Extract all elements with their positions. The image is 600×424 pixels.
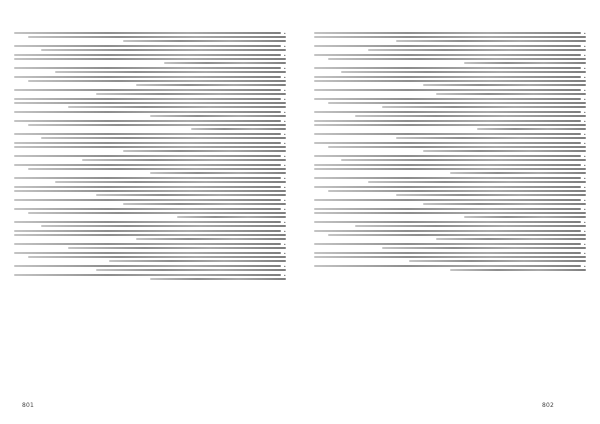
text-line	[14, 32, 281, 34]
paragraph	[14, 32, 286, 42]
text-line	[14, 45, 281, 47]
text-line	[28, 124, 286, 126]
bullet-marker: •	[583, 198, 586, 203]
text-line	[314, 54, 581, 56]
paragraph	[14, 67, 286, 73]
bullet-marker: •	[283, 154, 286, 159]
bullet-marker: •	[283, 264, 286, 269]
text-line	[314, 120, 581, 122]
paragraph	[314, 230, 586, 240]
text-line	[314, 133, 581, 135]
bullet-marker: •	[283, 185, 286, 190]
bullet-marker: •	[583, 119, 586, 124]
paragraph	[314, 186, 586, 196]
bullet-marker: •	[583, 176, 586, 181]
paragraph	[314, 265, 586, 271]
text-line	[314, 168, 586, 170]
text-line	[14, 58, 286, 60]
text-line	[14, 155, 281, 157]
paragraph	[14, 252, 286, 262]
bullet-marker: •	[583, 185, 586, 190]
text-line	[14, 54, 281, 56]
text-line	[28, 80, 286, 82]
paragraph	[314, 208, 586, 218]
text-line	[314, 76, 581, 78]
paragraph	[14, 243, 286, 249]
text-line	[314, 221, 581, 223]
text-line	[14, 199, 281, 201]
text-line	[450, 172, 586, 174]
text-line	[191, 128, 286, 130]
paragraph	[314, 120, 586, 130]
text-line	[14, 111, 281, 113]
paragraph	[314, 89, 586, 95]
paragraph	[14, 208, 286, 218]
bullet-marker: •	[283, 88, 286, 93]
text-line	[28, 36, 286, 38]
paragraph	[14, 177, 286, 183]
text-line	[82, 159, 286, 161]
bullet-marker: •	[283, 32, 286, 36]
text-line	[396, 40, 586, 42]
text-line	[14, 146, 286, 148]
bullet-marker: •	[283, 229, 286, 234]
text-line	[14, 274, 281, 276]
text-line	[28, 212, 286, 214]
text-line	[314, 124, 586, 126]
text-line	[436, 238, 586, 240]
paragraph	[14, 54, 286, 64]
bullet-marker: •	[283, 132, 286, 137]
text-line	[314, 243, 581, 245]
paragraph	[14, 111, 286, 117]
text-line	[328, 102, 586, 104]
text-line	[368, 181, 586, 183]
bullet-marker: •	[583, 251, 586, 256]
text-line	[464, 62, 586, 64]
text-line	[314, 208, 581, 210]
bullet-marker: •	[283, 242, 286, 247]
text-line	[68, 247, 286, 249]
paragraph	[14, 120, 286, 130]
text-line	[150, 172, 286, 174]
paragraph	[14, 45, 286, 51]
text-line	[14, 76, 281, 78]
paragraph	[314, 177, 586, 183]
text-line	[396, 194, 586, 196]
right-page	[300, 0, 600, 424]
paragraph	[14, 89, 286, 95]
text-line	[341, 71, 586, 73]
text-line	[28, 256, 286, 258]
text-line	[14, 265, 281, 267]
bullet-marker: •	[583, 229, 586, 234]
text-line	[314, 212, 586, 214]
text-line	[368, 49, 586, 51]
paragraph	[14, 155, 286, 161]
paragraph	[314, 133, 586, 139]
paragraph	[314, 221, 586, 227]
text-line	[123, 203, 286, 205]
text-line	[14, 252, 281, 254]
text-line	[314, 177, 581, 179]
bullet-marker: •	[583, 220, 586, 225]
text-line	[382, 247, 586, 249]
bullet-marker: •	[583, 75, 586, 80]
text-line	[423, 84, 586, 86]
text-line	[55, 181, 286, 183]
text-line	[314, 111, 581, 113]
bullet-marker: •	[583, 88, 586, 93]
text-line	[450, 269, 586, 271]
paragraph	[14, 230, 286, 240]
paragraph	[314, 54, 586, 64]
text-line	[314, 67, 581, 69]
text-line	[14, 177, 281, 179]
text-line	[14, 120, 281, 122]
text-line	[314, 186, 581, 188]
paragraph	[314, 252, 586, 262]
text-line	[314, 230, 581, 232]
text-line	[328, 58, 586, 60]
text-line	[55, 71, 286, 73]
text-line	[328, 146, 586, 148]
text-line	[14, 89, 281, 91]
text-line	[96, 194, 286, 196]
text-line	[14, 133, 281, 135]
text-line	[41, 49, 286, 51]
bullet-marker: •	[583, 132, 586, 137]
text-line	[314, 32, 581, 34]
bullet-marker: •	[583, 110, 586, 115]
bullet-marker: •	[283, 119, 286, 124]
text-line	[314, 142, 581, 144]
right-page-number: 802	[542, 402, 555, 409]
text-line	[355, 225, 586, 227]
bullet-marker: •	[583, 53, 586, 58]
bullet-marker: •	[283, 53, 286, 58]
paragraph	[314, 32, 586, 42]
left-page-number: 801	[22, 402, 35, 409]
paragraph	[14, 274, 286, 280]
bullet-marker: •	[583, 66, 586, 71]
paragraph	[314, 142, 586, 152]
text-line	[314, 80, 586, 82]
text-line	[164, 62, 286, 64]
text-line	[436, 93, 586, 95]
paragraph	[314, 155, 586, 161]
bullet-marker: •	[283, 97, 286, 102]
bullet-marker: •	[283, 163, 286, 168]
text-line	[41, 137, 286, 139]
text-line	[314, 36, 586, 38]
text-line	[41, 225, 286, 227]
text-line	[14, 98, 281, 100]
paragraph	[314, 67, 586, 73]
paragraph	[314, 199, 586, 205]
paragraph	[14, 98, 286, 108]
bullet-marker: •	[283, 198, 286, 203]
bullet-marker: •	[583, 163, 586, 168]
text-line	[14, 186, 281, 188]
text-line	[14, 164, 281, 166]
paragraph	[314, 98, 586, 108]
bullet-marker: •	[283, 273, 286, 278]
text-line	[328, 190, 586, 192]
paragraph	[14, 199, 286, 205]
left-page-text	[14, 32, 286, 390]
bullet-marker: •	[283, 44, 286, 49]
text-line	[136, 84, 286, 86]
paragraph	[314, 243, 586, 249]
text-line	[314, 265, 581, 267]
text-line	[355, 115, 586, 117]
bullet-marker: •	[583, 242, 586, 247]
paragraph	[314, 76, 586, 86]
text-line	[314, 98, 581, 100]
bullet-marker: •	[283, 110, 286, 115]
bullet-marker: •	[283, 220, 286, 225]
paragraph	[14, 221, 286, 227]
bullet-marker: •	[283, 176, 286, 181]
text-line	[177, 216, 286, 218]
text-line	[136, 238, 286, 240]
text-line	[123, 40, 286, 42]
text-line	[150, 115, 286, 117]
bullet-marker: •	[583, 154, 586, 159]
bullet-marker: •	[583, 44, 586, 49]
bullet-marker: •	[283, 207, 286, 212]
bullet-marker: •	[583, 264, 586, 269]
text-line	[14, 208, 281, 210]
text-line	[382, 106, 586, 108]
bullet-marker: •	[283, 66, 286, 71]
text-line	[14, 102, 286, 104]
paragraph	[14, 265, 286, 271]
text-line	[14, 234, 286, 236]
paragraph	[314, 45, 586, 51]
text-line	[314, 199, 581, 201]
bullet-marker: •	[583, 97, 586, 102]
text-line	[314, 256, 586, 258]
bullet-marker: •	[283, 75, 286, 80]
text-line	[314, 164, 581, 166]
text-line	[314, 155, 581, 157]
text-line	[409, 260, 586, 262]
text-line	[477, 128, 586, 130]
bullet-marker: •	[283, 251, 286, 256]
text-line	[150, 278, 286, 280]
text-line	[314, 252, 581, 254]
bullet-marker: •	[583, 207, 586, 212]
paragraph	[14, 133, 286, 139]
paragraph	[314, 164, 586, 174]
bullet-marker: •	[583, 141, 586, 146]
text-line	[14, 243, 281, 245]
text-line	[14, 67, 281, 69]
text-line	[109, 260, 286, 262]
text-line	[123, 150, 286, 152]
text-line	[68, 106, 286, 108]
text-line	[314, 89, 581, 91]
paragraph	[14, 142, 286, 152]
text-line	[96, 269, 286, 271]
text-line	[14, 221, 281, 223]
text-line	[28, 168, 286, 170]
paragraph	[14, 164, 286, 174]
text-line	[14, 142, 281, 144]
paragraph	[14, 186, 286, 196]
text-line	[314, 45, 581, 47]
text-line	[464, 216, 586, 218]
text-line	[423, 203, 586, 205]
text-line	[14, 190, 286, 192]
text-line	[396, 137, 586, 139]
paragraph	[314, 111, 586, 117]
bullet-marker: •	[283, 141, 286, 146]
text-line	[328, 234, 586, 236]
paragraph	[14, 76, 286, 86]
text-line	[14, 230, 281, 232]
text-line	[423, 150, 586, 152]
right-page-text	[314, 32, 586, 390]
text-line	[341, 159, 586, 161]
bullet-marker: •	[583, 32, 586, 36]
text-line	[96, 93, 286, 95]
